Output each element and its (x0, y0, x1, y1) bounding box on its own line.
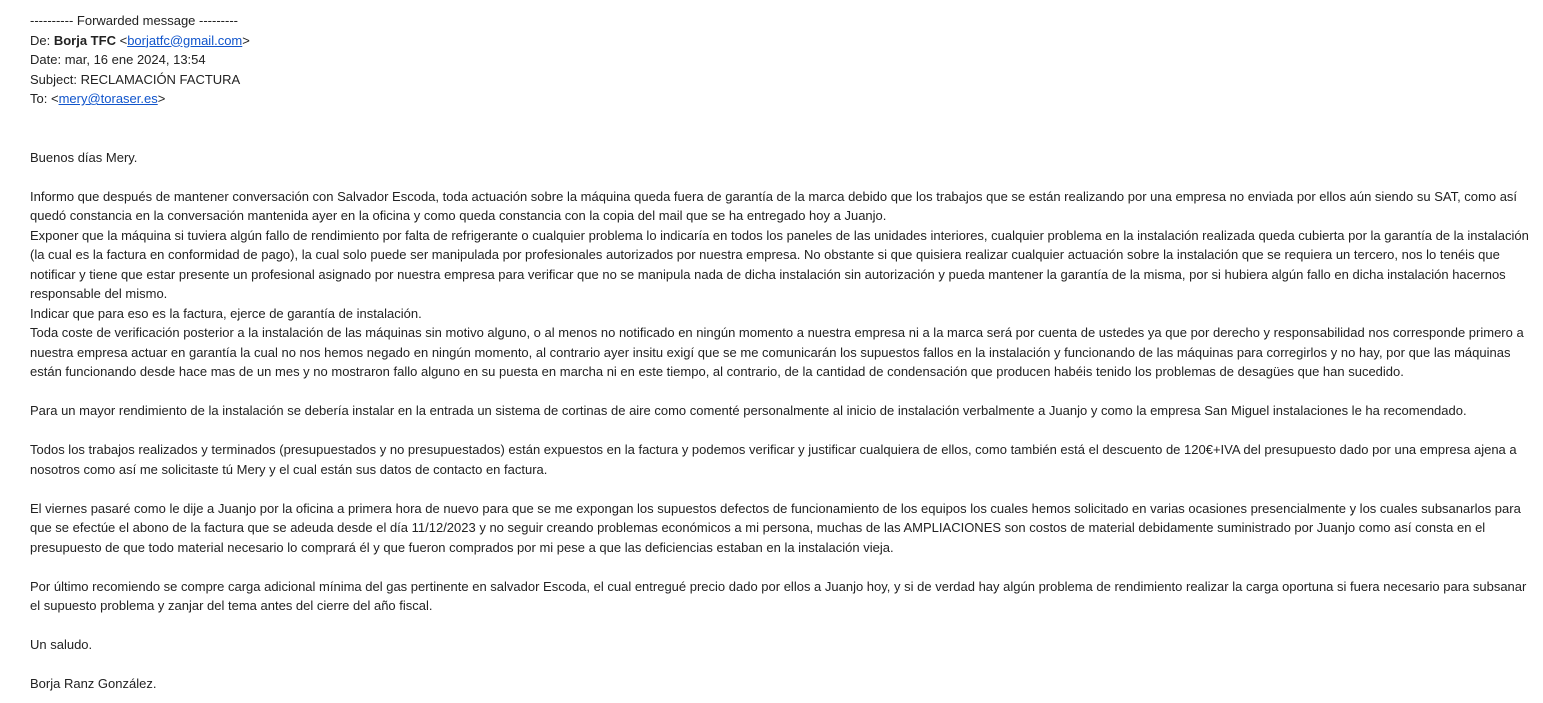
to-line: To: <mery@toraser.es> (30, 91, 166, 106)
paragraph-1-line-4: Toda coste de verificación posterior a la instalación de las máquinas sin motivo alguno, o al menos no notificado en ningún momento a nuestra empresa ni a la marca será por cuenta de ustedes ya que por derecho y responsabilidad nos corresponde primero a nuestra empresa actuar en garantía la cual no nos hemos negado en ningún momento, al contrario ayer insitu exigí que se me comunicarán los supuestos fallos en la instalación y funcionando de las máquinas para corregirlos y no hay, por que las máquinas están funcionando desde hace mas de un mes y no mostraron fallo alguno en su puesta en marcha ni en este tiempo, al contrario, de la cantidad de condensación que producen habéis tenido los problemas de desagües que han sucedido. (30, 325, 1524, 379)
signature: Borja Ranz González. (30, 676, 157, 691)
paragraph-3: Todos los trabajos realizados y terminados (presupuestados y no presupuestados) están expuestos en la factura y podemos verificar y justificar cualquiera de ellos, como también está el descuento de 120€+IVA del presupuesto dado por una empresa ajena a nosotros como así me solicitaste tú Mery y el cual están sus datos de contacto en factura. (30, 442, 1517, 477)
paragraph-1-line-1: Informo que después de mantener conversación con Salvador Escoda, toda actuación sobre la máquina queda fuera de garantía de la marca debido que los trabajos que se están realizando por una empresa no enviada por ellos aún siendo su SAT, como así quedó constancia en la conversación mantenida ayer en la oficina y como queda constancia con la copia del mail que se ha entregado hoy a Juanjo. (30, 188, 1518, 223)
date-label: Date: (30, 52, 65, 67)
to-label: To: (30, 91, 51, 106)
forwarded-banner: ---------- Forwarded message --------- (30, 13, 238, 28)
date-value: mar, 16 ene 2024, 13:54 (64, 52, 206, 67)
email-body (30, 11, 1530, 694)
subject-label: Subject: (30, 71, 81, 87)
greeting: Buenos días Mery. (30, 149, 138, 165)
paragraph-2: Para un mayor rendimiento de la instalación se debería instalar en la entrada un sistema de cortinas de aire como comenté personalmente al inicio de instalación verbalmente a Juanjo y como la empresa San Miguel instalaciones le ha recomendado. (30, 403, 1467, 418)
paragraph-1 (30, 187, 1530, 382)
from-name: Borja TFC (53, 32, 116, 48)
to-email-link[interactable]: mery@toraser.es (58, 91, 158, 106)
from-line: De: Borja TFC <borjatfc@gmail.com> (30, 32, 250, 48)
closing: Un saludo. (30, 637, 93, 652)
subject-line (30, 70, 1530, 90)
date-line (30, 50, 1530, 70)
paragraph-1-line-2: Exponer que la máquina si tuviera algún fallo de rendimiento por falta de refrigerante o cualquier problema lo indicaría en todos los paneles de las unidades interiores, cualquier problema en la instalación realizada queda cubierta por la garantía de la instalación (la cual es la factura en conformidad de pago), la cual solo puede ser manipulada por profesionales autorizados por nuestra empresa. No obstante si que quisiera realizar cualquier actuación sobre la instalación que se requiera un tercero, nos lo tenéis que notificar y tiene que estar presente un profesional asignado por nuestra empresa para verificar que no se manipula nada de dicha instalación sin autorización y pueda mantener la garantía de la misma, por si hubiera algún fallo en dicha instalación hacernos responsable del mismo. (30, 227, 1529, 301)
from-email-link[interactable]: borjatfc@gmail.com (127, 32, 243, 48)
paragraph-5: Por último recomiendo se compre carga adicional mínima del gas pertinente en salvador Escoda, el cual entregué precio dado por ellos a Juanjo hoy, y si de verdad hay algún problema de rendimiento realizar la carga oportuna si fuera necesario para subsanar el supuesto problema y zanjar del tema antes del cierre del año fiscal. (30, 578, 1527, 613)
forwarded-header (30, 11, 1530, 109)
paragraph-4: El viernes pasaré como le dije a Juanjo por la oficina a primera hora de nuevo para que se me expongan los supuestos defectos de funcionamiento de los equipos los cuales hemos solicitado en varias ocasiones presencialmente y los cuales subsanarlos para que se efectúe el abono de la factura que se adeuda desde el día 11/12/2023 y no seguir creando problemas económicos a mi persona, muchas de las AMPLIACIONES son costos de material debidamente suministrado por Juanjo como así consta en el presupuesto de que todo material necesario lo comprará él y que fueron comprados por mi pese a que las deficiencias estaban en la instalación vieja. (30, 500, 1521, 555)
from-label: De: (30, 32, 54, 48)
subject-value: RECLAMACIÓN FACTURA (80, 71, 241, 87)
paragraph-1-line-3: Indicar que para eso es la factura, ejerce de garantía de instalación. (30, 305, 422, 321)
